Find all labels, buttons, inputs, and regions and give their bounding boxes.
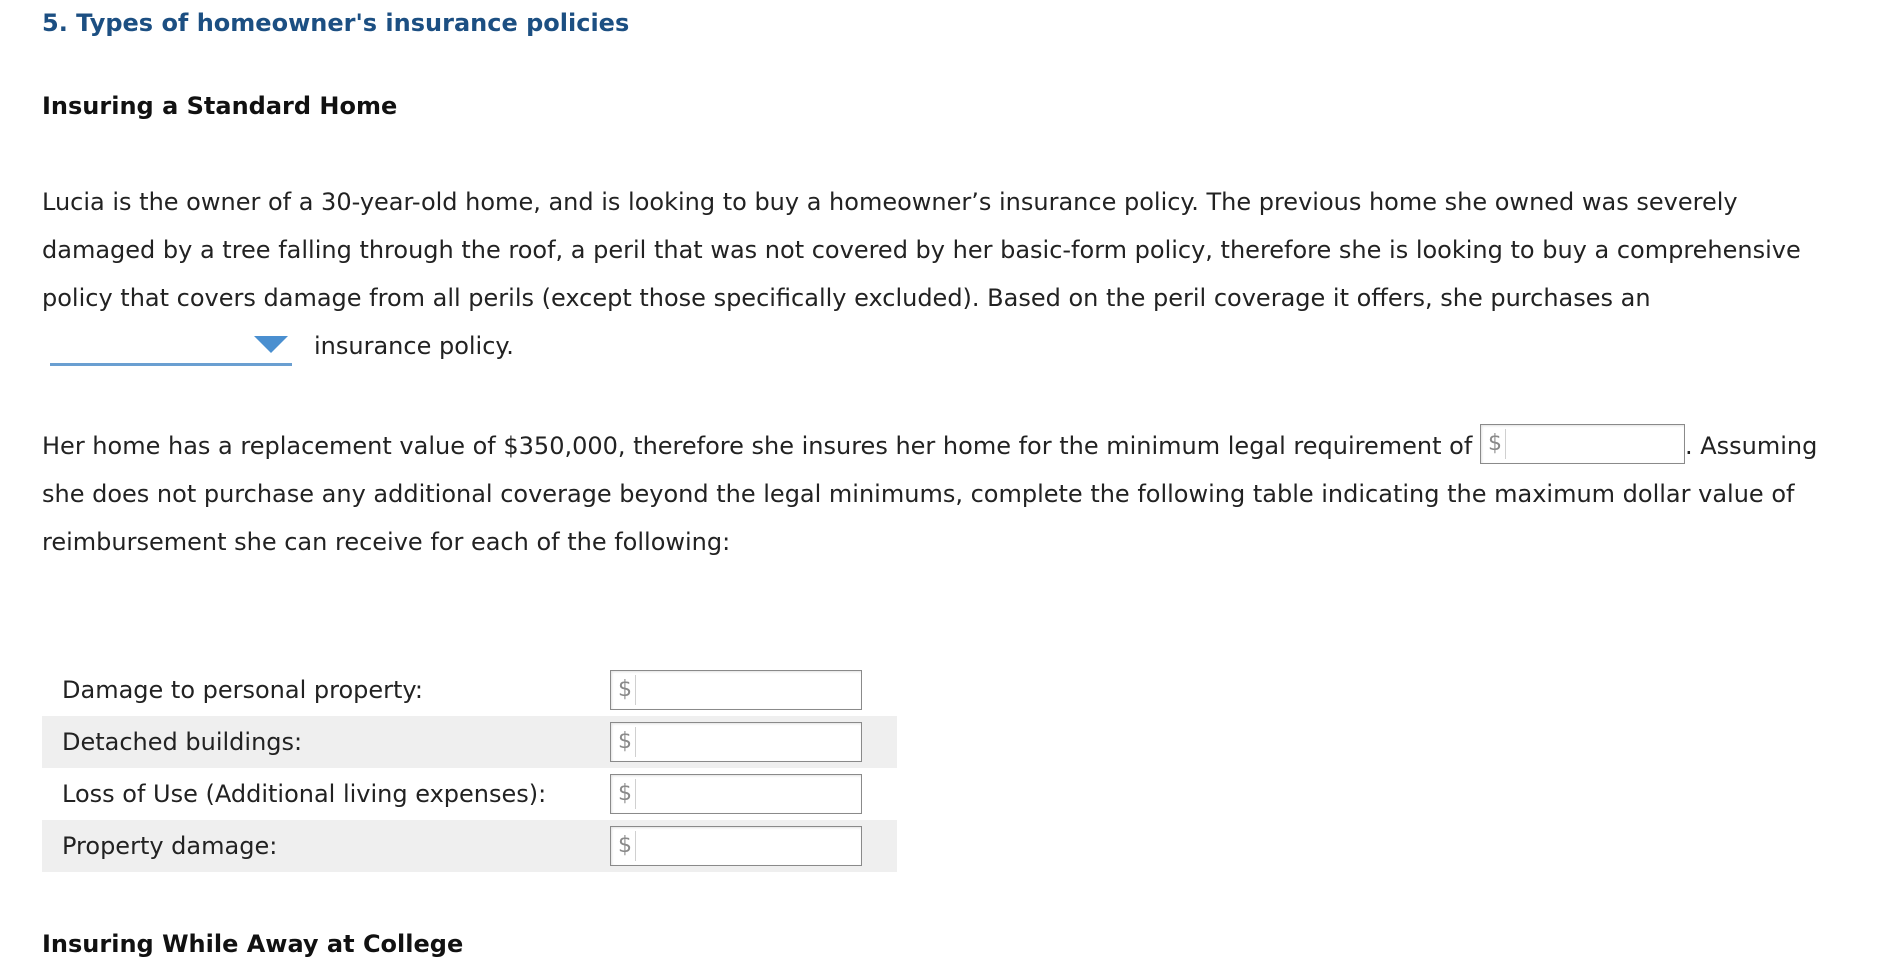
- dollar-sign-icon: $: [615, 779, 636, 809]
- paragraph-line-with-input: [42, 422, 1862, 470]
- row-label: Damage to personal property:: [62, 676, 423, 704]
- paragraph-line: Lucia is the owner of a 30-year-old home, and is looking to buy a homeowner’s insurance policy. The previous home she owned was severely: [42, 188, 1738, 216]
- minimum-coverage-field[interactable]: [1511, 427, 1676, 459]
- table-row: [42, 820, 897, 872]
- loss-of-use-field[interactable]: [641, 777, 851, 809]
- paragraph-text: Her home has a replacement value of $350,000, therefore she insures her home for the minimum legal requirement of: [42, 432, 1473, 460]
- row-label: Property damage:: [62, 832, 278, 860]
- chevron-down-icon: [254, 336, 288, 353]
- minimum-coverage-input[interactable]: [1480, 424, 1685, 464]
- section-heading-standard-home: Insuring a Standard Home: [42, 92, 398, 120]
- paragraph-policy-choice: [42, 178, 1862, 370]
- dollar-sign-icon: $: [1485, 429, 1506, 459]
- paragraph-coverage: [42, 422, 1862, 566]
- paragraph-line: policy that covers damage from all perils (except those specifically excluded). Based on the peril coverage it offers, she purchases an: [42, 284, 1651, 312]
- reimbursement-table: [42, 664, 897, 872]
- personal-property-field[interactable]: [641, 673, 851, 705]
- property-damage-input[interactable]: [610, 826, 862, 866]
- policy-type-dropdown[interactable]: [50, 323, 292, 366]
- dollar-sign-icon: $: [615, 727, 636, 757]
- table-row: [42, 716, 897, 768]
- detached-buildings-field[interactable]: [641, 725, 851, 757]
- paragraph-line: she does not purchase any additional coverage beyond the legal minimums, complete the following table indicating the maximum dollar value of: [42, 480, 1795, 508]
- loss-of-use-input[interactable]: [610, 774, 862, 814]
- paragraph-line: reimbursement she can receive for each of the following:: [42, 528, 731, 556]
- after-dropdown-text: insurance policy.: [314, 332, 514, 360]
- paragraph-text: . Assuming: [1684, 432, 1818, 460]
- row-label: Loss of Use (Additional living expenses):: [62, 780, 547, 808]
- paragraph-line-dropdown: [42, 322, 1862, 370]
- table-row: [42, 664, 897, 716]
- property-damage-field[interactable]: [641, 829, 851, 861]
- section-heading-college: Insuring While Away at College: [42, 930, 464, 958]
- detached-buildings-input[interactable]: [610, 722, 862, 762]
- table-row: [42, 768, 897, 820]
- paragraph-line: damaged by a tree falling through the roof, a peril that was not covered by her basic-form policy, therefore she is looking to buy a comprehensive: [42, 236, 1801, 264]
- personal-property-input[interactable]: [610, 670, 862, 710]
- dollar-sign-icon: $: [615, 831, 636, 861]
- dollar-sign-icon: $: [615, 675, 636, 705]
- row-label: Detached buildings:: [62, 728, 303, 756]
- question-title: 5. Types of homeowner's insurance policies: [42, 9, 630, 37]
